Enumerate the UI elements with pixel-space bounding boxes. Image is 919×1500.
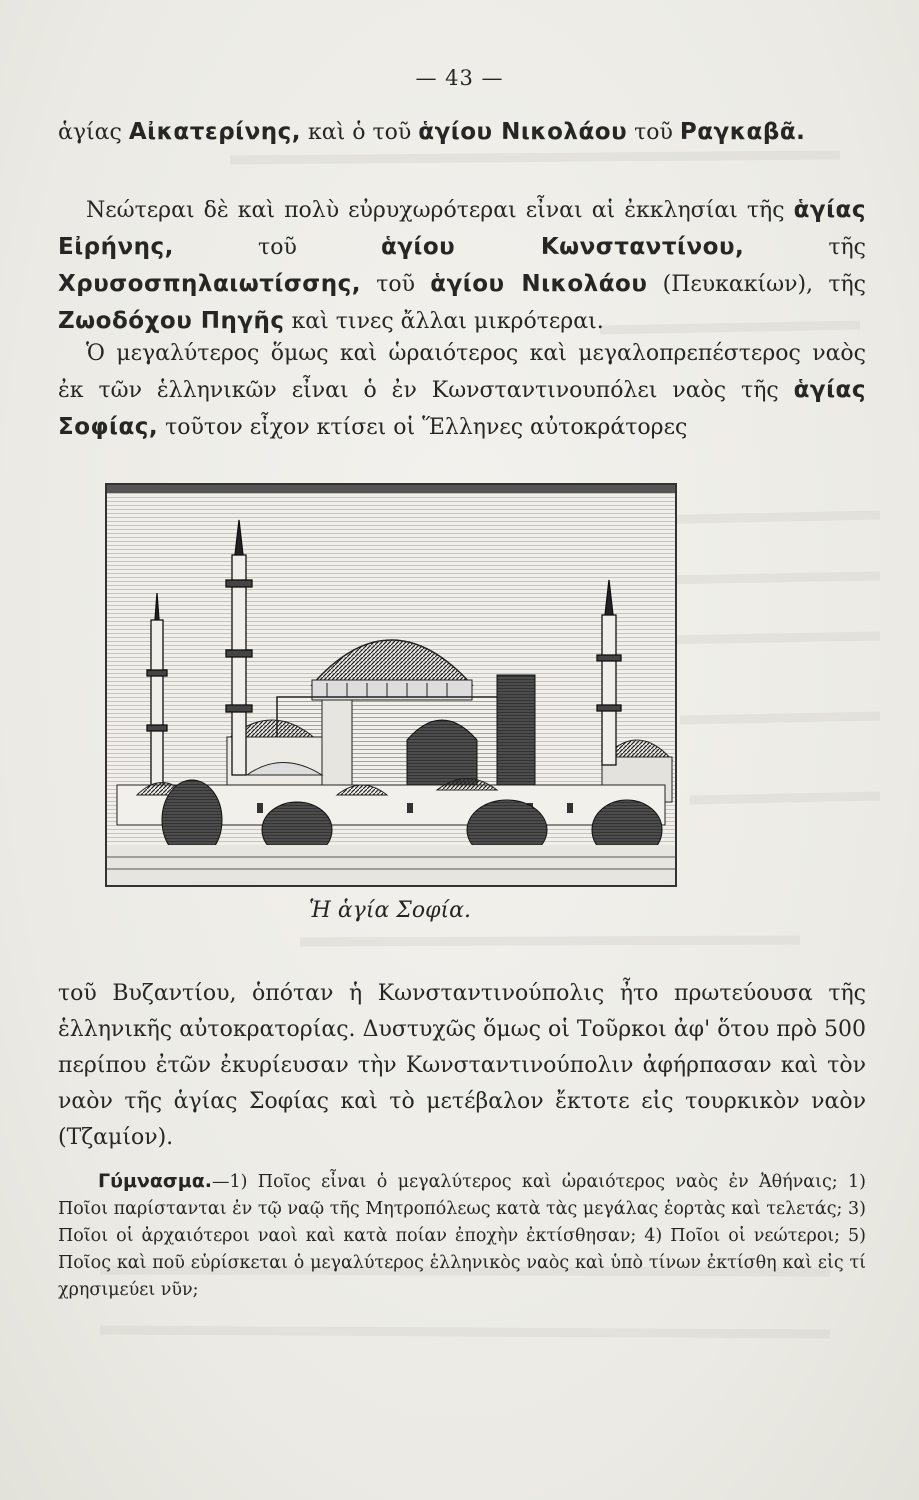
paragraph-4-text: τοῦ Βυζαντίου, ὁπόταν ἡ Κωνσταντινούπολις ἦτο πρωτεύουσα τῆς ἑλληνικῆς αὐτοκρατορίας. Δυστυχῶς ὅμως οἱ Τοῦρκοι ἀφ' ὅτου πρὸ 500 περίπου ἐτῶν ἐκυρίευσαν τὴν Κωνσταντινούπολιν ἀφήρπασαν καὶ τὸν ναὸν τῆς ἁγίας Σοφίας καὶ τὸ μετέβαλον ἔκτοτε εἰς τουρκικὸν ναὸν (Τζαμίον). [58, 981, 866, 1150]
exercise-label: Γύμνασμα. [98, 1170, 212, 1192]
paragraph-3 [58, 336, 866, 446]
text-span: Ὁ μεγαλύτερος ὅμως καὶ ὡραιότερος καὶ μεγαλοπρεπέστερος ναὸς ἐκ τῶν ἑλληνικῶν εἶναι ὁ ἐν Κωνσταντινουπόλει ναὸς τῆς [58, 341, 866, 403]
bold-name: Χρυσοσπηλαιωτίσσης, [58, 271, 361, 297]
text-span: τῆς [744, 235, 867, 260]
page-number: — 43 — [415, 66, 504, 90]
text-span: Νεώτεραι δὲ καὶ πολὺ εὐρυχωρότεραι εἶναι αἱ ἐκκλησίαι τῆς [86, 198, 794, 223]
text-span: τοῦ [360, 272, 431, 297]
text-span: καὶ τινες ἄλλαι μικρότεραι. [284, 309, 604, 334]
bold-name: ἁγίας Σοφίας, [58, 377, 866, 440]
bold-name: Ζωοδόχου Πηγῆς [58, 308, 285, 334]
paragraph-1 [58, 114, 866, 151]
exercise-text: —1) Ποῖος εἶναι ὁ μεγαλύτερος καὶ ὡραιότερος ναὸς ἐν Ἀθήναις; 1) Ποῖοι παρίστανται ἐν τῷ ναῷ τῆς Μητροπόλεως κατὰ τὰς μεγάλας ἑορτὰς καὶ τελετάς; 3) Ποῖοι οἱ ἀρχαιότεροι ναοὶ καὶ κατὰ ποίαν ἐποχὴν ἐκτίσθησαν; 4) Ποῖοι οἱ νεώτεροι; 5) Ποῖος καὶ ποῦ εὑρίσκεται ὁ μεγαλύτερος ἑλληνικὸς ναὸς καὶ ὑπὸ τίνων ἐκτίσθη καὶ εἰς τί χρησιμεύει νῦν; [58, 1172, 866, 1300]
bold-name: Ραγκαβᾶ. [679, 119, 806, 145]
paragraph-2 [58, 192, 866, 340]
text-span: ἁγίας [58, 120, 129, 145]
paragraph-4 [58, 976, 866, 1156]
figure-caption: Ἡ ἁγία Σοφία. [309, 898, 471, 923]
bold-name: ἁγίας Εἰρήνης, [58, 197, 866, 260]
hagia-sophia-engraving [105, 483, 677, 887]
text-span: (Πευκακίων), τῆς [647, 272, 866, 297]
exercise-block [58, 1168, 866, 1304]
text-span: τοῦ [173, 235, 381, 260]
text-span: καὶ ὁ τοῦ [301, 120, 419, 145]
bold-name: ἁγίου Νικολάου [418, 119, 628, 145]
text-span: τοῦ [627, 120, 680, 145]
bold-name: ἁγίου Νικολάου [430, 271, 648, 297]
engraving-illustration [107, 485, 675, 885]
text-span: τοῦτον εἶχον κτίσει οἱ Ἕλληνες αὐτοκράτορες [158, 415, 688, 440]
bold-name: ἁγίου Κωνσταντίνου, [380, 234, 745, 260]
bold-name: Αἰκατερίνης, [128, 119, 302, 145]
